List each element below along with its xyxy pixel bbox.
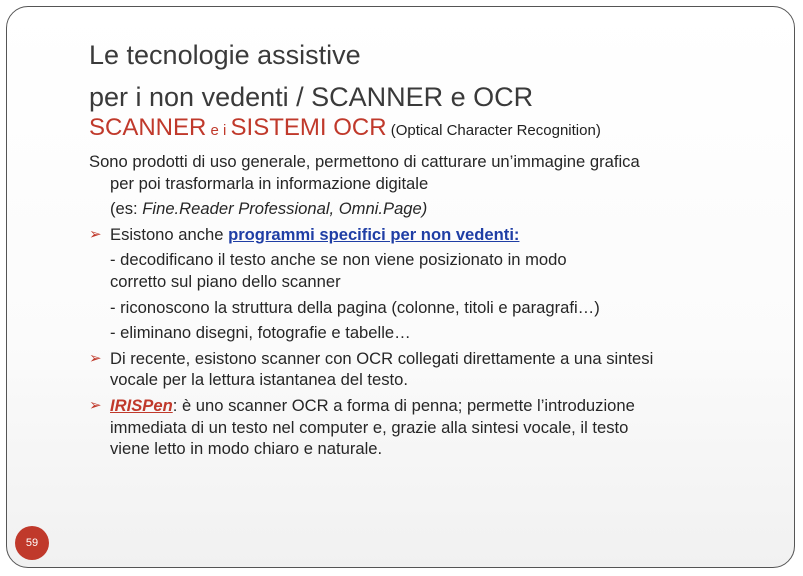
sub-item-3: - eliminano disegni, fotografie e tabelle…: [110, 323, 411, 343]
slide-title: [89, 34, 533, 118]
sub-item-1-line-2: corretto sul piano dello scanner: [110, 271, 341, 291]
intro-example-products: Fine.Reader Professional, Omni.Page): [142, 199, 428, 219]
irispen-link[interactable]: IRISPen: [110, 395, 173, 415]
arrow-bullet-icon: ➢: [89, 225, 102, 243]
sub-item-2: - riconoscono la struttura della pagina (colonne, titoli e paragrafi…): [110, 297, 600, 317]
subtitle-ocr: SISTEMI OCR: [230, 114, 387, 141]
subtitle-scanner: SCANNER: [89, 114, 207, 141]
arrow-bullet-icon: ➢: [89, 396, 102, 414]
bullet-2-line-2: vocale per la lettura istantanea del testo.: [110, 370, 408, 390]
intro-line-2: per poi trasformarla in informazione digitale: [110, 173, 429, 193]
bullet-3-rest: : è uno scanner OCR a forma di penna; permette l’introduzione: [172, 395, 635, 415]
bullet-3-line-2: immediata di un testo nel computer e, grazie alla sintesi vocale, il testo: [110, 417, 629, 437]
bullet-2-line-1: Di recente, esistono scanner con OCR collegati direttamente a una sintesi: [110, 348, 654, 368]
slide-body: [89, 151, 749, 460]
intro-example-prefix: (es:: [110, 199, 143, 219]
subtitle-parenthetical: (Optical Character Recognition): [386, 122, 601, 139]
title-line-1: Le tecnologie assistive: [89, 40, 361, 70]
page-number-badge: 59: [15, 526, 49, 560]
bullet-specific-programs: [89, 224, 749, 344]
sub-item-1-line-1: - decodificano il testo anche se non viene posizionato in modo: [110, 250, 567, 270]
bullet-irispen: [89, 395, 749, 460]
bullet-1-prefix: Esistono anche: [110, 224, 229, 244]
title-line-2: per i non vedenti / SCANNER e OCR: [89, 82, 534, 112]
bullet-ocr-speech: [89, 348, 749, 391]
intro-line-1: Sono prodotti di uso generale, permettono di catturare un’immagine grafica: [89, 152, 640, 171]
subtitle-conjunction: e i: [206, 122, 231, 139]
bullet-1-line: [110, 224, 749, 246]
slide-subtitle: [89, 114, 601, 142]
intro-line-3: [89, 198, 749, 220]
arrow-bullet-icon: ➢: [89, 349, 102, 367]
specific-programs-link[interactable]: programmi specifici per non vedenti:: [228, 224, 520, 244]
bullet-3-line-1: [110, 395, 749, 417]
bullet-3-line-3: viene letto in modo chiaro e naturale.: [110, 439, 383, 459]
